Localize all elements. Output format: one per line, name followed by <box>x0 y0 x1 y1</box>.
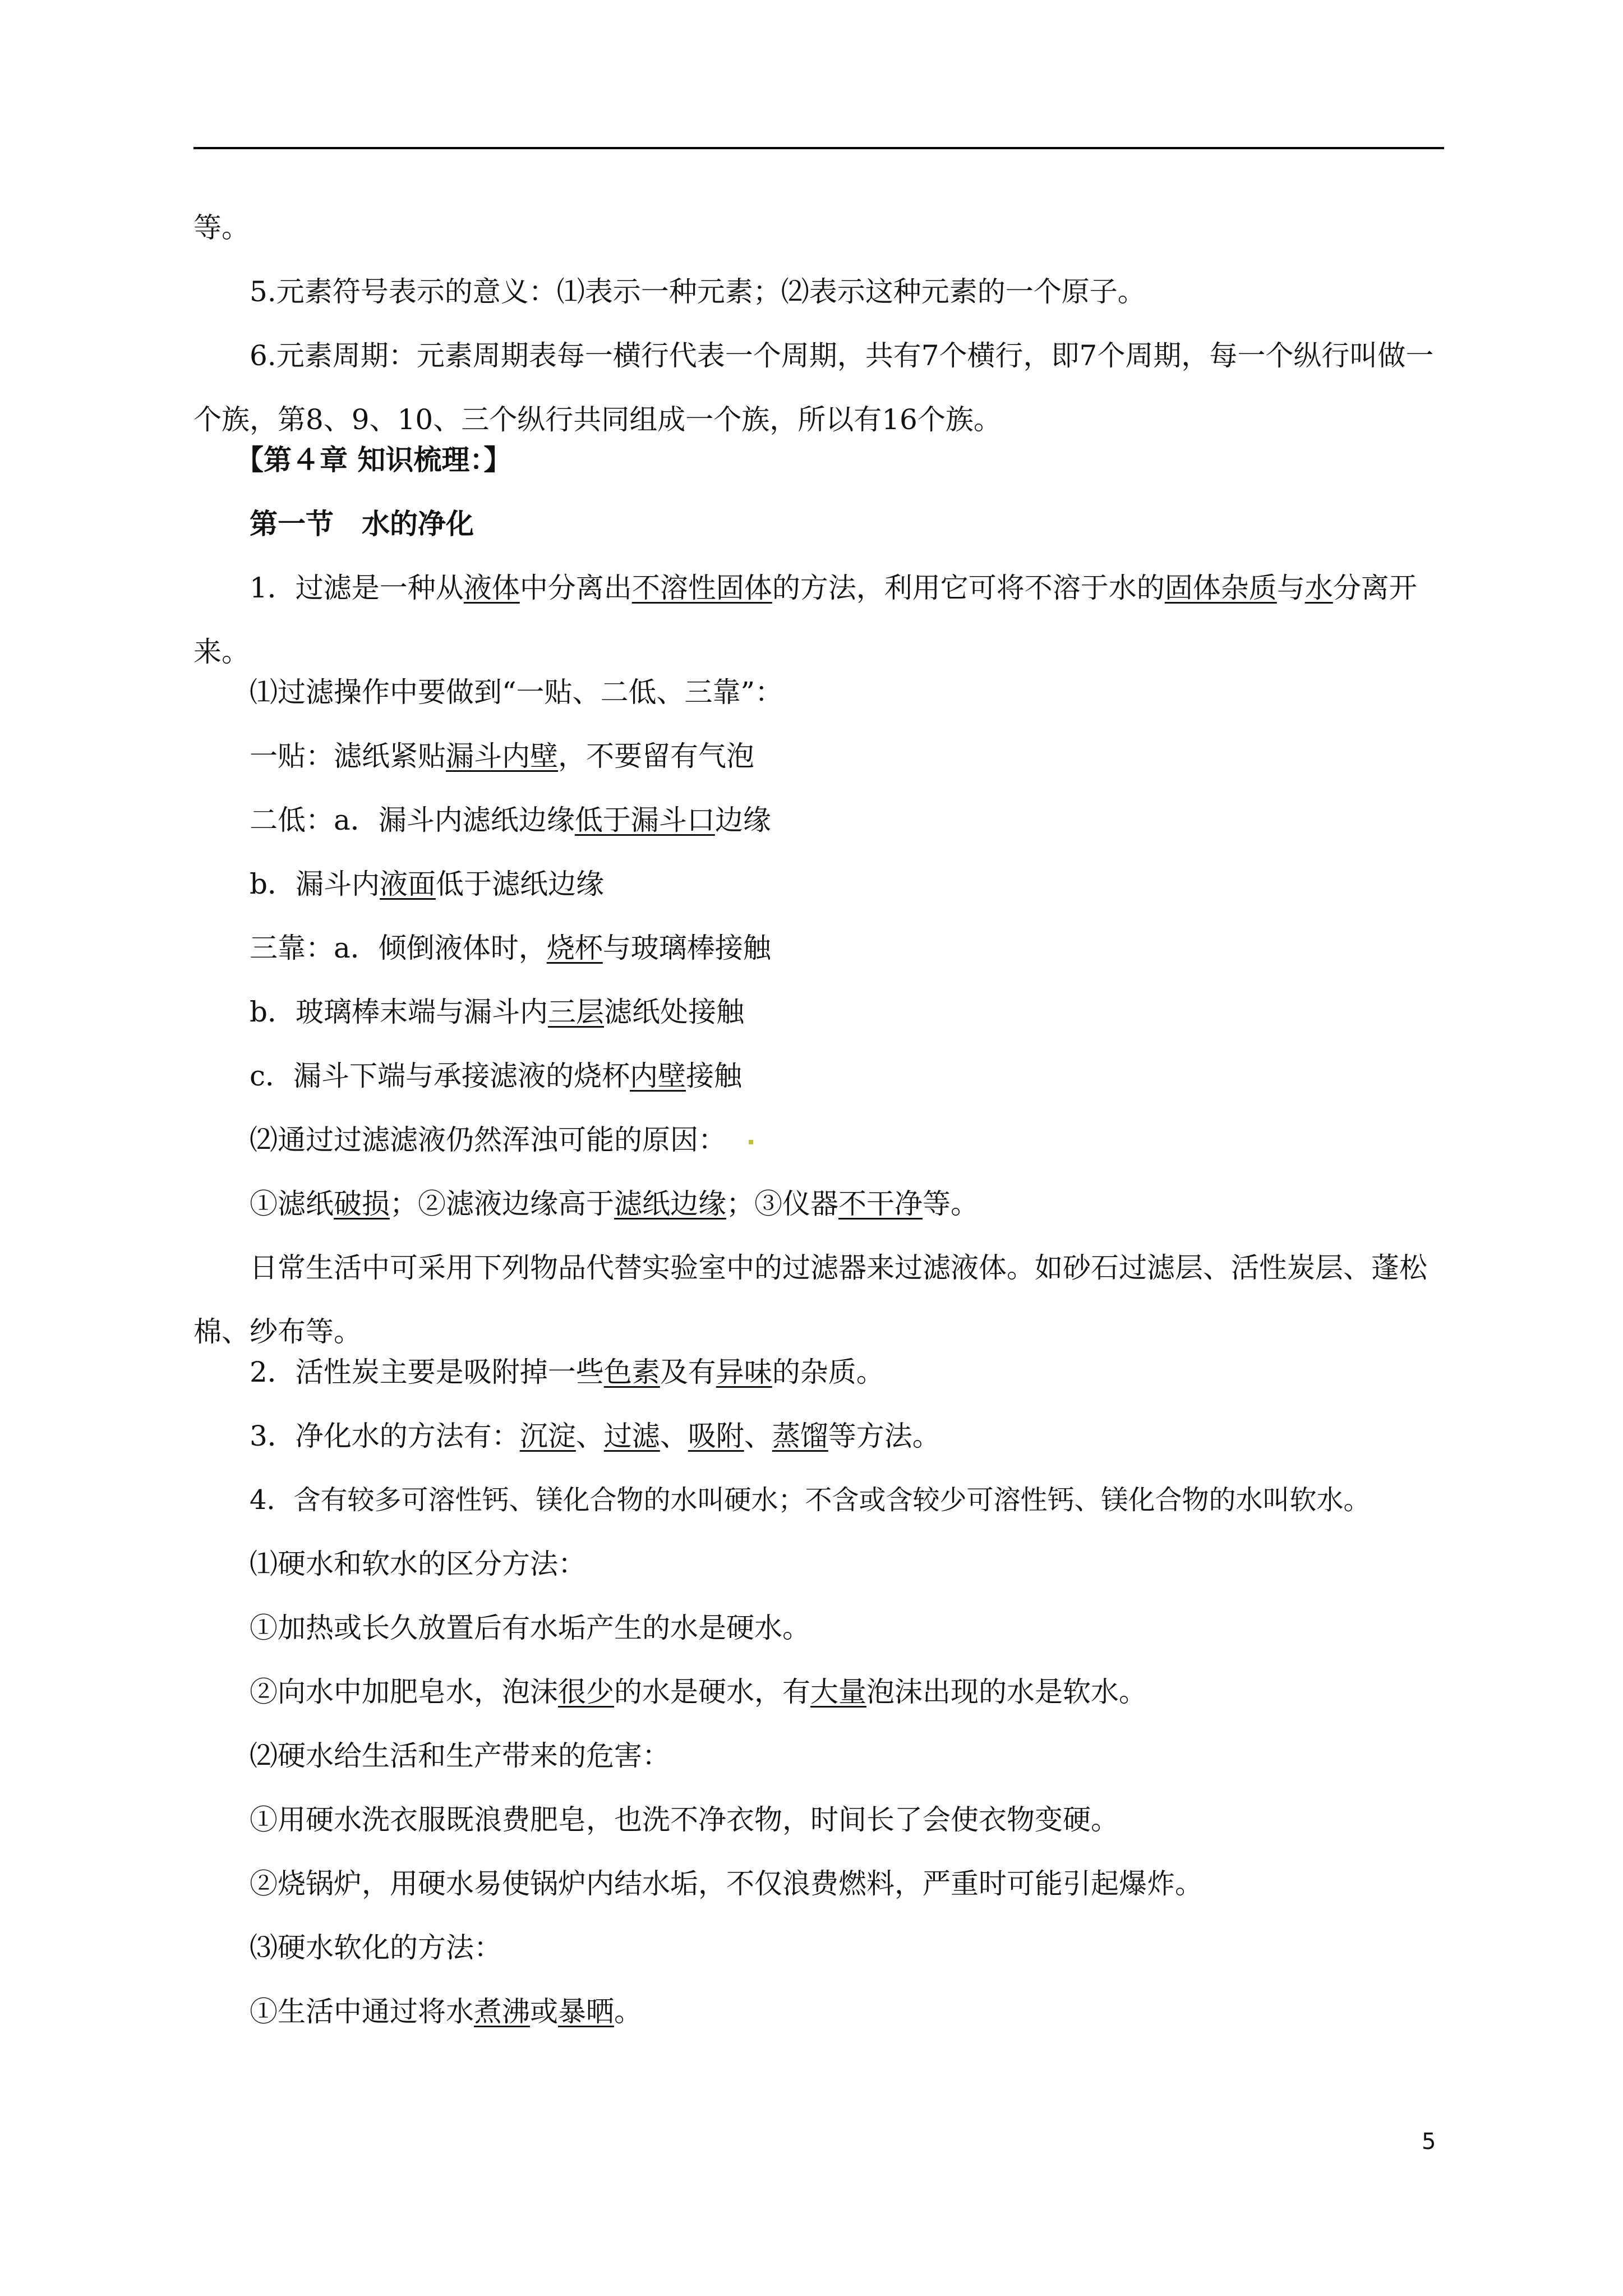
text-run: 5.元素符号表示的意义：⑴表示一种元素；⑵表示这种元素的一个原子。 <box>250 275 1146 308</box>
text-run: ；②滤液边缘高于 <box>390 1188 614 1220</box>
text-run: 二低：a．漏斗内滤纸边缘 <box>250 804 575 836</box>
text-line <box>193 736 1444 800</box>
underlined-answer: 破损 <box>334 1188 390 1220</box>
text-run: ⑴硬水和软水的区分方法： <box>250 1548 586 1580</box>
underlined-answer: 色素 <box>603 1356 660 1388</box>
text-run: ，不要留有气泡 <box>558 740 754 772</box>
underlined-answer: 三层 <box>548 996 605 1028</box>
text-run: 三靠：a．倾倒液体时， <box>250 932 547 964</box>
text-run: 1．过滤是一种从 <box>250 572 464 604</box>
text-line <box>193 672 1444 736</box>
text-run: 3．净化水的方法有： <box>250 1420 520 1452</box>
text-run: b．玻璃棒末端与漏斗内 <box>250 996 548 1028</box>
text-run: 分离开来。 <box>193 572 1417 668</box>
text-run: ⑵硬水给生活和生产带来的危害： <box>250 1740 670 1772</box>
text-line <box>193 1991 1444 2055</box>
underlined-answer: 内壁 <box>630 1060 686 1092</box>
text-line <box>193 928 1444 992</box>
text-line <box>193 1864 1444 1927</box>
underlined-answer: 滤纸边缘 <box>614 1188 726 1220</box>
underlined-answer: 沉淀 <box>519 1420 576 1452</box>
text-run: 的水是硬水，有 <box>614 1676 810 1708</box>
underlined-answer: 暴晒 <box>558 1995 614 2028</box>
underlined-answer: 很少 <box>558 1676 614 1708</box>
text-run: 。 <box>614 1995 642 2028</box>
text-line <box>193 1416 1444 1480</box>
text-run: 接触 <box>686 1060 743 1092</box>
text-run: 或 <box>530 1995 558 2028</box>
text-run: ②向水中加肥皂水，泡沫 <box>250 1676 558 1708</box>
text-run: 与玻璃棒接触 <box>602 932 771 964</box>
underlined-answer: 不干净 <box>838 1188 923 1220</box>
underlined-answer: 蒸馏 <box>772 1420 828 1452</box>
underlined-answer: 过滤 <box>603 1420 660 1452</box>
text-paragraph <box>193 324 1444 452</box>
text-run: 、 <box>660 1420 688 1452</box>
text-run: 【第４章 知识梳理：】 <box>236 443 512 476</box>
text-run: 2．活性炭主要是吸附掉一些 <box>250 1356 604 1388</box>
underlined-answer: 吸附 <box>688 1420 744 1452</box>
text-line <box>193 1120 1444 1184</box>
header-rule <box>193 147 1444 149</box>
text-line <box>193 1736 1444 1800</box>
text-line <box>193 1927 1444 1991</box>
text-line <box>193 1352 1444 1416</box>
text-run: 日常生活中可采用下列物品代替实验室中的过滤器来过滤液体。如砂石过滤层、活性炭层、蓬松棉、纱布等。 <box>193 1251 1427 1348</box>
text-line <box>193 1480 1444 1544</box>
text-paragraph <box>193 556 1444 684</box>
text-run: 边缘 <box>714 804 771 836</box>
text-run: ②烧锅炉，用硬水易使锅炉内结水垢，不仅浪费燃料，严重时可能引起爆炸。 <box>250 1867 1203 1900</box>
text-run: 的杂质。 <box>772 1356 884 1388</box>
text-line <box>193 1800 1444 1864</box>
text-line <box>193 992 1444 1056</box>
text-line <box>193 208 1444 272</box>
underlined-answer: 烧杯 <box>546 932 603 964</box>
underlined-answer: 异味 <box>716 1356 772 1388</box>
text-line <box>193 800 1444 864</box>
text-run: 等。 <box>193 211 250 244</box>
text-run: 6.元素周期：元素周期表每一横行代表一个周期，共有7个横行，即7个周期，每一个纵行叫做一个族，第8、9、10、三个纵行共同组成一个族，所以有16个族。 <box>193 339 1434 436</box>
text-run: ①滤纸 <box>250 1188 334 1220</box>
underlined-answer: 煮沸 <box>474 1995 530 2028</box>
text-run: 、 <box>744 1420 772 1452</box>
underlined-answer: 液体 <box>463 572 520 604</box>
underlined-answer: 大量 <box>810 1676 866 1708</box>
text-run: 等方法。 <box>828 1420 940 1452</box>
text-run: 与 <box>1276 572 1305 604</box>
text-line <box>193 1672 1444 1736</box>
underlined-answer: 固体杂质 <box>1164 572 1277 604</box>
text-run: ；③仪器 <box>726 1188 838 1220</box>
text-line <box>193 1608 1444 1672</box>
text-run: c．漏斗下端与承接滤液的烧杯 <box>250 1060 630 1092</box>
text-run: ①生活中通过将水 <box>250 1995 474 2028</box>
text-run: 、 <box>575 1420 604 1452</box>
underlined-answer: 漏斗内壁 <box>446 740 558 772</box>
text-paragraph <box>193 1236 1444 1364</box>
page-number: 5 <box>1422 2129 1436 2155</box>
text-run: ⑵通过过滤滤液仍然浑浊可能的原因： <box>250 1124 726 1156</box>
text-run: 滤纸处接触 <box>604 996 745 1028</box>
text-run: 一贴：滤纸紧贴 <box>250 740 446 772</box>
text-run: b．漏斗内 <box>250 868 380 900</box>
text-run: 的方法，利用它可将不溶于水的 <box>772 572 1165 604</box>
document-body <box>193 208 1444 2055</box>
text-line <box>193 1544 1444 1608</box>
text-run: 第一节 水的净化 <box>250 507 474 540</box>
text-run: 及有 <box>660 1356 716 1388</box>
text-run: 4．含有较多可溶性钙、镁化合物的水叫硬水；不含或含较少可溶性钙、镁化合物的水叫软水。 <box>250 1484 1371 1516</box>
underlined-answer: 低于漏斗口 <box>574 804 715 836</box>
text-line <box>193 1056 1444 1120</box>
text-run: 低于滤纸边缘 <box>436 868 605 900</box>
underlined-answer: 液面 <box>380 868 436 900</box>
text-run: ⑶硬水软化的方法： <box>250 1931 502 1964</box>
underlined-answer: 水 <box>1304 572 1333 604</box>
text-run: ①加热或长久放置后有水垢产生的水是硬水。 <box>250 1612 810 1644</box>
text-run: 等。 <box>923 1188 979 1220</box>
text-run: ①用硬水洗衣服既浪费肥皂，也洗不净衣物，时间长了会使衣物变硬。 <box>250 1803 1119 1836</box>
text-run: 中分离出 <box>519 572 632 604</box>
text-run: ⑴过滤操作中要做到“一贴、二低、三靠”： <box>250 676 783 708</box>
text-line <box>193 864 1444 928</box>
stray-mark <box>749 1140 753 1144</box>
underlined-answer: 不溶性固体 <box>631 572 772 604</box>
text-run: 泡沫出现的水是软水。 <box>866 1676 1147 1708</box>
